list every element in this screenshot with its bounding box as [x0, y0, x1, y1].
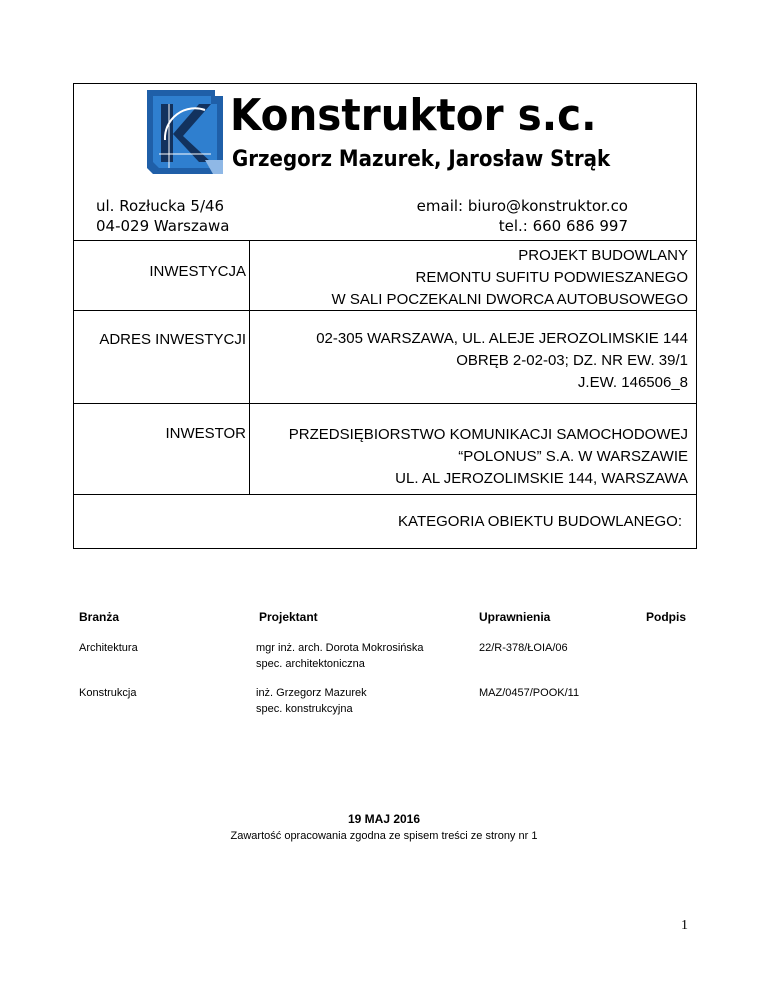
address-value-line-3: J.EW. 146506_8 [577, 374, 688, 391]
row-2-designer-name: inż. Grzegorz Mazurek [256, 687, 367, 699]
header-designer: Projektant [259, 610, 318, 624]
investment-value [332, 245, 688, 311]
header-branch: Branża [79, 610, 120, 624]
company-name: Konstruktor s.c. [230, 90, 597, 141]
address-value [316, 328, 688, 394]
header-signature: Podpis [646, 610, 687, 624]
row-2-designer-spec: spec. konstrukcyjna [256, 703, 353, 715]
page-number: 1 [681, 918, 688, 933]
row-1-designer-name: mgr inż. arch. Dorota Mokrosińska [256, 642, 424, 654]
row-1-branch: Architektura [79, 642, 138, 654]
building-category-label: KATEGORIA OBIEKTU BUDOWLANEGO: [398, 513, 682, 530]
address-value-line-1: 02-305 WARSZAWA, UL. ALEJE JEROZOLIMSKIE 144 [316, 330, 688, 347]
contents-note: Zawartość opracowania zgodna ze spisem treści ze strony nr 1 [230, 830, 538, 842]
investor-line-2: “POLONUS” S.A. W WARSZAWIE [458, 448, 688, 465]
company-owners: Grzegorz Mazurek, Jarosław Strąk [232, 147, 611, 172]
phone-text: tel.: 660 686 997 [498, 217, 628, 235]
contact-block [417, 196, 628, 236]
investor-line-3: UL. AL JEROZOLIMSKIE 144, WARSZAWA [395, 470, 688, 487]
row-1-designer [256, 640, 424, 672]
divider-investor [73, 494, 697, 495]
investment-line-2: REMONTU SUFITU PODWIESZANEGO [415, 269, 688, 286]
investment-line-3: W SALI POCZEKALNI DWORCA AUTOBUSOWEGO [331, 291, 688, 308]
row-1-license: 22/R-378/ŁOIA/06 [479, 642, 568, 654]
address-label: ADRES INWESTYCJI [99, 331, 246, 348]
investor-line-1: PRZEDSIĘBIORSTWO KOMUNIKACJI SAMOCHODOWEJ [288, 426, 688, 443]
row-2-designer [256, 685, 367, 717]
konstruktor-logo-icon [145, 90, 225, 180]
row-2-branch: Konstrukcja [79, 687, 137, 699]
address-line-2: 04-029 Warszawa [96, 217, 230, 235]
row-1-designer-spec: spec. architektoniczna [256, 658, 365, 670]
email-text: email: biuro@konstruktor.co [416, 197, 628, 215]
header-license: Uprawnienia [479, 610, 551, 624]
document-date: 19 MAJ 2016 [347, 812, 421, 826]
investment-line-1: PROJEKT BUDOWLANY [518, 247, 688, 264]
investor-label: INWESTOR [165, 425, 246, 442]
investment-label: INWESTYCJA [149, 263, 246, 280]
row-2-license: MAZ/0457/POOK/11 [479, 687, 580, 699]
investor-value [289, 424, 688, 490]
address-block [96, 196, 229, 236]
address-line-1: ul. Rozłucka 5/46 [96, 197, 225, 215]
divider-header [73, 240, 697, 241]
address-value-line-2: OBRĘB 2-02-03; DZ. NR EW. 39/1 [456, 352, 688, 369]
divider-address [73, 403, 697, 404]
divider-column [249, 240, 250, 494]
